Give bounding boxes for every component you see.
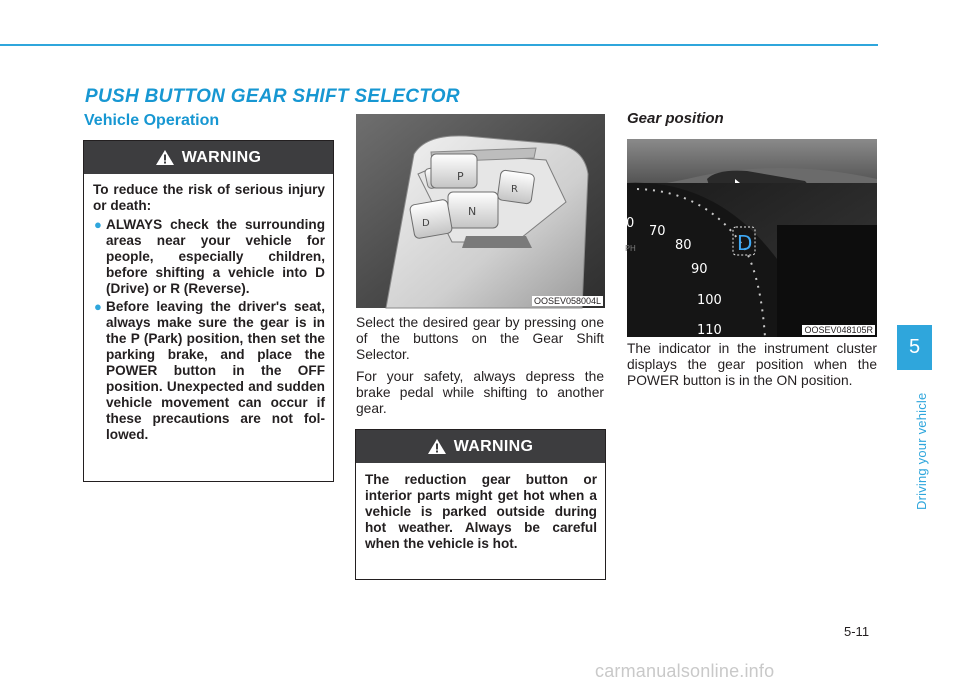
warning-triangle-icon xyxy=(428,439,446,454)
warning-box-2 xyxy=(355,429,606,580)
bullet-text: Before leaving the driver's seat, always make sure the gear is in the P (Park) position, then set the parking brake, and place the POWER button in the OFF position. Unexpected and sudden vehicle movement can occur if these precautions are not followed. xyxy=(106,299,325,442)
warning-bullet xyxy=(93,217,325,297)
speed-mark: 100 xyxy=(697,293,722,308)
figure-code: OOSEV048105R xyxy=(804,325,873,335)
button-label-d: D xyxy=(422,218,430,229)
body-paragraph: The indicator in the instrument cluster displays the gear position when the POWER button is in the ON position. xyxy=(627,341,877,388)
button-label-n: N xyxy=(468,205,477,218)
gear-selector-illustration xyxy=(356,114,605,308)
button-label-p: P xyxy=(457,170,464,183)
gear-selector-figure xyxy=(356,114,605,308)
warning-bullet xyxy=(93,299,325,443)
warning-body xyxy=(356,463,605,552)
speed-unit: PH xyxy=(625,244,636,253)
chapter-tab: 5 xyxy=(897,325,932,370)
gear-indicator-d: D xyxy=(737,231,753,255)
instrument-cluster-illustration xyxy=(627,139,877,337)
button-label-r: R xyxy=(511,184,518,195)
warning-box-1 xyxy=(83,140,334,482)
gear-position-heading: Gear position xyxy=(627,110,724,127)
warning-header xyxy=(356,430,605,463)
section-title: PUSH BUTTON GEAR SHIFT SELECTOR xyxy=(85,86,460,107)
speed-mark: 90 xyxy=(691,262,708,277)
figure-code: OOSEV058004L xyxy=(533,296,601,306)
page-number: 5-11 xyxy=(844,624,870,639)
warning-text: The reduction gear button or interior parts might get hot when a vehicle is parked outside during hot weather. Always be careful when the vehicle is hot. xyxy=(365,472,597,551)
sub-heading: Vehicle Operation xyxy=(84,112,220,129)
warning-intro: To reduce the risk of serious injury or death: xyxy=(93,182,325,213)
chapter-label: Driving your vehicle xyxy=(914,392,929,510)
warning-triangle-icon xyxy=(156,150,174,165)
speed-mark: 110 xyxy=(697,323,722,338)
warning-title: WARNING xyxy=(181,148,262,166)
bullet-text: ALWAYS check the surrounding areas near your vehicle for people, especially children, before shifting a vehicle into D (Drive) or R (Reverse). xyxy=(106,217,325,296)
bullet-icon: ● xyxy=(94,217,102,232)
speed-mark: 0 xyxy=(626,216,635,231)
body-paragraph: Select the desired gear by pressing one of the buttons on the Gear Shift Selector. xyxy=(356,315,604,362)
speed-mark: 80 xyxy=(675,238,692,253)
bullet-icon: ● xyxy=(94,299,102,314)
speed-mark: 70 xyxy=(649,224,666,239)
watermark: carmanualsonline.info xyxy=(595,661,775,681)
header-rule xyxy=(0,44,878,46)
warning-title: WARNING xyxy=(453,437,534,455)
body-paragraph: For your safety, always depress the brake pedal while shifting to another gear. xyxy=(356,369,604,416)
warning-bullet-list xyxy=(93,217,325,443)
warning-body xyxy=(84,174,333,443)
instrument-cluster-figure xyxy=(627,139,877,337)
warning-header xyxy=(84,141,333,174)
